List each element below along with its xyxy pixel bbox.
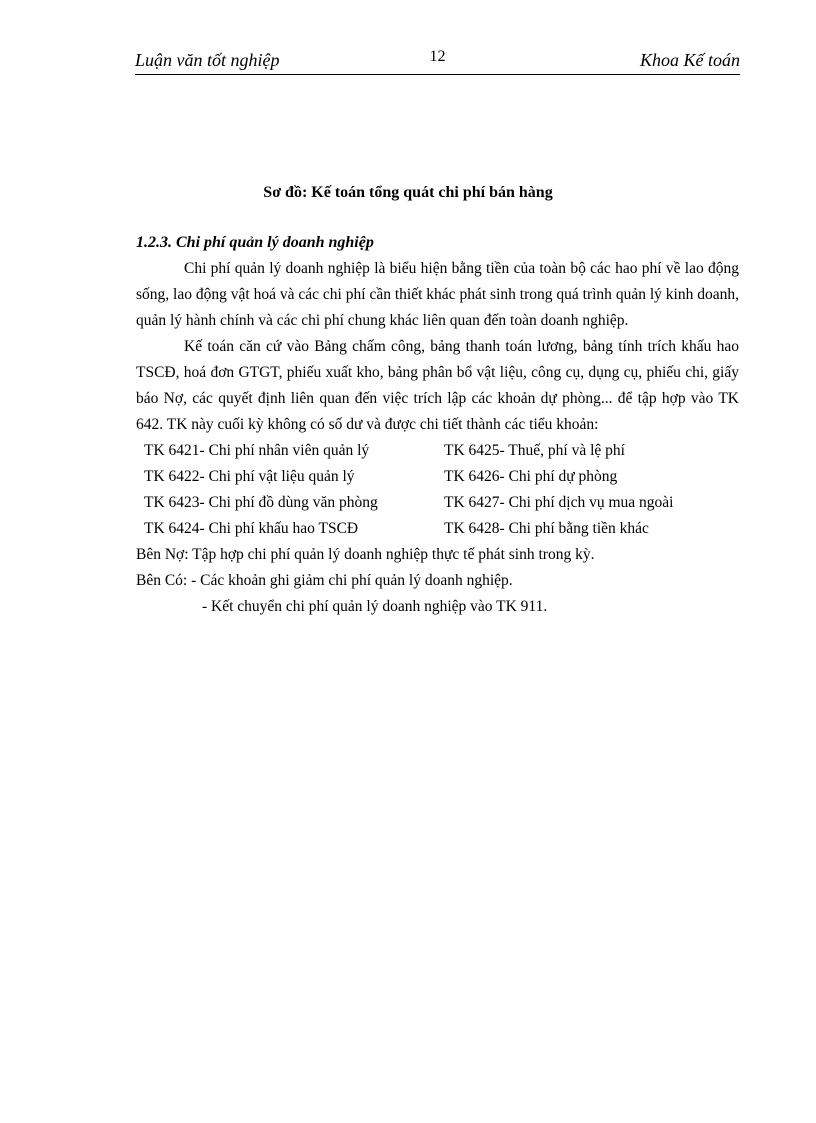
sub-account-item: TK 6427- Chi phí dịch vụ mua ngoài (444, 494, 674, 511)
sub-account-item: TK 6423- Chi phí đồ dùng văn phòng (144, 494, 378, 511)
credit-side-line: Bên Có: - Các khoản ghi giảm chi phí quản lý doanh nghiệp. (136, 572, 513, 589)
diagram-caption: Sơ đồ: Kế toán tổng quát chi phí bán hàng (263, 184, 553, 201)
sub-account-item: TK 6422- Chi phí vật liệu quản lý (144, 468, 355, 485)
sub-account-item: TK 6424- Chi phí khấu hao TSCĐ (144, 520, 359, 537)
header-faculty: Khoa Kế toán (639, 50, 740, 70)
header-thesis-title: Luận văn tốt nghiệp (135, 50, 280, 70)
sub-account-item: TK 6421- Chi phí nhân viên quản lý (144, 442, 370, 459)
sub-account-item: TK 6425- Thuế, phí và lệ phí (444, 442, 625, 459)
section-content (136, 232, 739, 620)
page-header (135, 48, 740, 75)
paragraph-definition: Chi phí quản lý doanh nghiệp là biểu hiện bằng tiền của toàn bộ các hao phí về lao động sống, lao động vật hoá và các chi phí cần thiết khác phát sinh trong quá trình quản lý kinh doanh, quản lý hành chính và các chi phí chung khác liên quan đến toàn doanh nghiệp. (136, 260, 739, 329)
sub-account-item: TK 6426- Chi phí dự phòng (444, 468, 618, 485)
page-number: 12 (429, 48, 446, 65)
credit-side-line-2: - Kết chuyển chi phí quản lý doanh nghiệp vào TK 911. (202, 598, 548, 615)
section-heading: 1.2.3. Chi phí quản lý doanh nghiệp (136, 234, 374, 251)
sub-account-item: TK 6428- Chi phí bằng tiền khác (444, 520, 649, 537)
sub-account-list (136, 438, 739, 542)
debit-side-line: Bên Nợ: Tập hợp chi phí quản lý doanh nghiệp thực tế phát sinh trong kỳ. (136, 546, 595, 563)
paragraph-sources: Kế toán căn cứ vào Bảng chấm công, bảng thanh toán lương, bảng tính trích khấu hao TSCĐ, hoá đơn GTGT, phiếu xuất kho, bảng phân bổ vật liệu, công cụ, dụng cụ, phiếu chi, giấy báo Nợ, các quyết định liên quan đến việc trích lập các khoản dự phòng... để tập hợp vào TK 642. TK này cuối kỳ không có số dư và được chi tiết thành các tiểu khoản: (136, 338, 739, 433)
